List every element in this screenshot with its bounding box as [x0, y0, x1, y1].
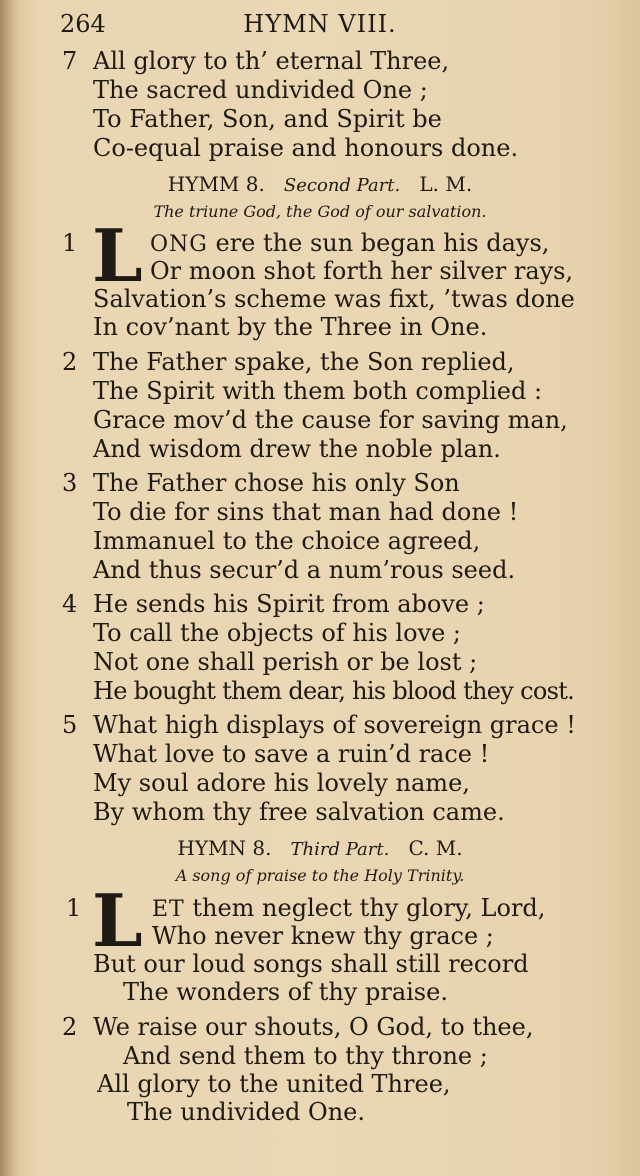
verse-line: By whom thy free salvation came. — [93, 798, 505, 826]
hymn-part: Second Part. — [283, 175, 401, 196]
drop-cap: L — [92, 878, 143, 963]
verse-line: The Father chose his only Son — [93, 469, 460, 497]
verse-line: All glory to the united Three, — [97, 1070, 451, 1098]
stanza-number: 4 — [62, 590, 78, 618]
verse-line: Immanuel to the choice agreed, — [93, 527, 481, 555]
verse-line: Or moon shot forth her silver rays, — [150, 257, 574, 285]
verse-line: What love to save a ruin’d race ! — [93, 740, 490, 768]
verse-line: And send them to thy throne ; — [123, 1042, 488, 1070]
verse-line: The Father spake, the Son replied, — [93, 348, 515, 376]
verse-line-rest: them neglect thy glory, Lord, — [184, 894, 546, 922]
drop-cap: L — [92, 213, 143, 298]
running-head: HYMN VIII. — [243, 10, 397, 38]
stanza-number: 2 — [62, 1013, 78, 1041]
verse-line: And thus secur’d a num’rous seed. — [93, 556, 516, 584]
hymn-number: HYMM 8. — [167, 172, 265, 196]
hymn-subtitle: A song of praise to the Holy Trinity. — [175, 866, 465, 885]
verse-line: And wisdom drew the noble plan. — [93, 435, 501, 463]
hymn-meter: C. M. — [408, 836, 463, 860]
verse-line: Grace mov’d the cause for saving man, — [93, 406, 568, 434]
first-word-caps: ET — [152, 897, 185, 922]
verse-line: Who never knew thy grace ; — [152, 922, 494, 950]
verse-line: To die for sins that man had done ! — [93, 498, 519, 526]
verse-line: What high displays of sovereign grace ! — [93, 711, 576, 739]
verse-line: But our loud songs shall still record — [93, 950, 529, 978]
verse-line: To call the objects of his love ; — [93, 619, 462, 647]
verse-line: My soul adore his lovely name, — [93, 769, 470, 797]
verse-line: He bought them dear, his blood they cost. — [93, 677, 575, 705]
verse-line: The Spirit with them both complied : — [93, 377, 543, 405]
verse-line: All glory to th’ eternal Three, — [93, 47, 450, 75]
verse-line: In cov’nant by the Three in One. — [93, 313, 488, 341]
stanza-number: 5 — [62, 711, 78, 739]
verse-line: He sends his Spirit from above ; — [93, 590, 485, 618]
first-word-caps: ONG — [150, 232, 208, 257]
hymn-number: HYMN 8. — [177, 836, 272, 860]
verse-line-rest: ere the sun began his days, — [207, 229, 550, 257]
hymn-meter: L. M. — [419, 172, 473, 196]
verse-line: Not one shall perish or be lost ; — [93, 648, 478, 676]
verse-line: Salvation’s scheme was fixt, ’twas done — [93, 285, 575, 313]
page-header — [60, 10, 580, 42]
hymn-title — [0, 836, 640, 860]
verse-line: We raise our shouts, O God, to thee, — [93, 1013, 534, 1041]
verse-line: The wonders of thy praise. — [123, 978, 448, 1006]
hymn-title — [0, 172, 640, 196]
hymn-subtitle: The triune God, the God of our salvation. — [153, 202, 487, 221]
stanza-number: 1 — [62, 229, 78, 257]
verse-line: Co-equal praise and honours done. — [93, 134, 519, 162]
stanza-number: 2 — [62, 348, 78, 376]
verse-line: The sacred undivided One ; — [93, 76, 428, 104]
stanza-number: 3 — [62, 469, 78, 497]
stanza-number: 7 — [62, 47, 78, 75]
page-number: 264 — [60, 10, 106, 38]
verse-line: To Father, Son, and Spirit be — [93, 105, 442, 133]
stanza-number: 1 — [66, 894, 82, 922]
verse-line: The undivided One. — [127, 1098, 366, 1126]
hymn-part: Third Part. — [290, 839, 390, 860]
